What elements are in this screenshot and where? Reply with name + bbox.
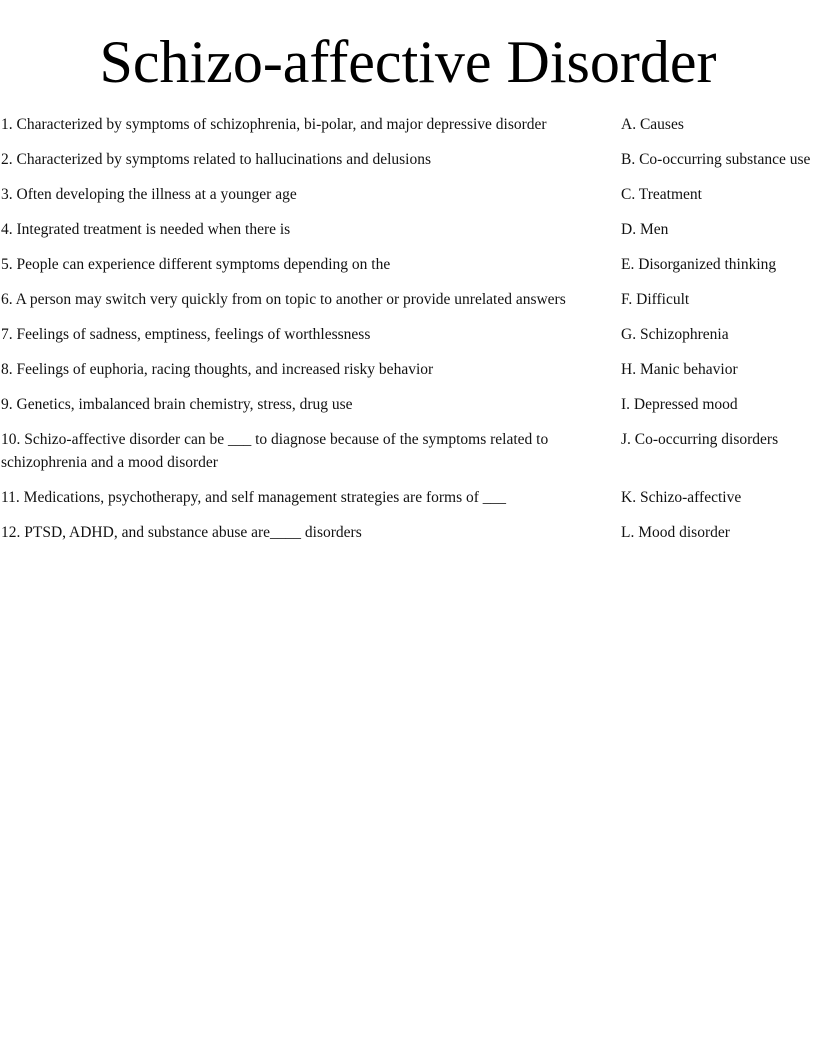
- clue-text: 11. Medications, psychotherapy, and self management strategies are forms of ___: [1, 489, 507, 506]
- matching-row: [0, 218, 816, 241]
- matching-list: [0, 113, 816, 556]
- answer-option: L. Mood disorder: [621, 524, 730, 541]
- answer-option: G. Schizophrenia: [621, 326, 729, 343]
- clue-text: 7. Feelings of sadness, emptiness, feelings of worthlessness: [1, 326, 371, 343]
- answer-option: D. Men: [621, 221, 669, 238]
- answer-option: J. Co-occurring disorders: [621, 431, 779, 448]
- matching-row: [0, 113, 816, 136]
- clue-text: 6. A person may switch very quickly from on topic to another or provide unrelated answers: [1, 291, 566, 308]
- matching-row: [0, 148, 816, 171]
- clue-text: 3. Often developing the illness at a younger age: [1, 186, 297, 203]
- answer-option: K. Schizo-affective: [621, 489, 742, 506]
- matching-row: [0, 521, 816, 544]
- clue-text: 2. Characterized by symptoms related to hallucinations and delusions: [1, 151, 432, 168]
- matching-row: [0, 253, 816, 276]
- answer-option: A. Causes: [621, 116, 684, 133]
- clue-text: 10. Schizo-affective disorder can be ___ to diagnose because of the symptoms related to schizophrenia and a mood disorder: [1, 431, 549, 471]
- clue-text: 5. People can experience different symptoms depending on the: [1, 256, 391, 273]
- matching-row: [0, 288, 816, 311]
- clue-text: 9. Genetics, imbalanced brain chemistry, stress, drug use: [1, 396, 353, 413]
- answer-option: I. Depressed mood: [621, 396, 738, 413]
- matching-row: [0, 393, 816, 416]
- answer-option: C. Treatment: [621, 186, 702, 203]
- answer-option: B. Co-occurring substance use: [621, 151, 811, 168]
- answer-option: F. Difficult: [621, 291, 690, 308]
- page-title: Schizo-affective Disorder: [99, 29, 717, 95]
- matching-row: [0, 183, 816, 206]
- answer-option: H. Manic behavior: [621, 361, 738, 378]
- matching-row: [0, 358, 816, 381]
- clue-text: 4. Integrated treatment is needed when there is: [1, 221, 291, 238]
- matching-row: [0, 486, 816, 509]
- answer-option: E. Disorganized thinking: [621, 256, 777, 273]
- matching-row: [0, 428, 816, 474]
- clue-text: 1. Characterized by symptoms of schizophrenia, bi-polar, and major depressive disorder: [1, 116, 547, 133]
- clue-text: 8. Feelings of euphoria, racing thoughts, and increased risky behavior: [1, 361, 434, 378]
- matching-row: [0, 323, 816, 346]
- clue-text: 12. PTSD, ADHD, and substance abuse are____ disorders: [1, 524, 362, 541]
